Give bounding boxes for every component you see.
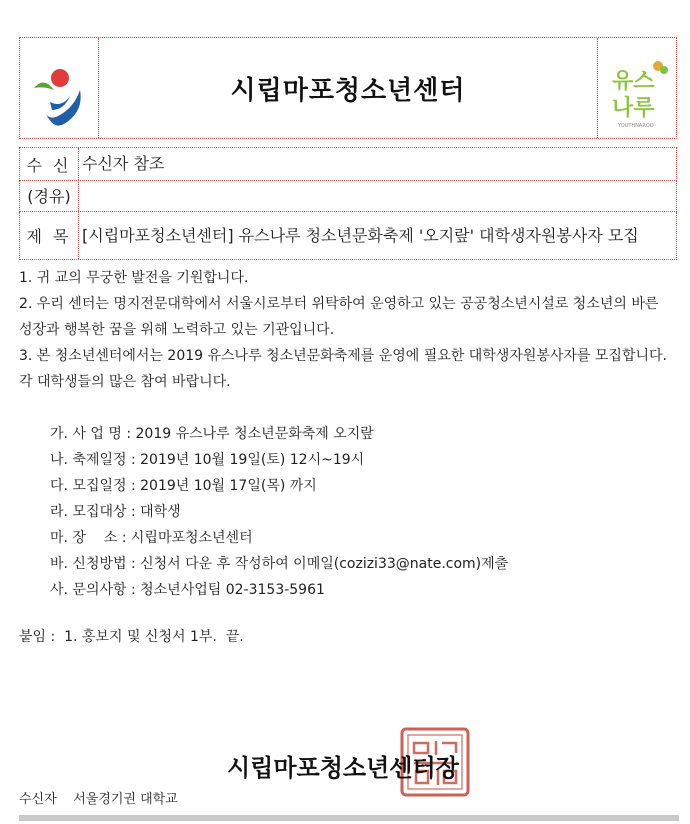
recipient-row bbox=[19, 147, 677, 181]
list-item: 나. 축제일정 : 2019년 10월 19일(토) 12시~19시 bbox=[50, 452, 365, 468]
subject-value: [시립마포청소년센터] 유스나루 청소년문화축제 '오지랖' 대학생자원봉사자 모집 bbox=[82, 225, 639, 245]
via-value bbox=[82, 180, 670, 211]
header-row bbox=[19, 37, 677, 139]
signature-title: 시립마포청소년센터장 bbox=[227, 754, 459, 782]
bottom-divider bbox=[19, 815, 679, 821]
list-item: 사. 문의사항 : 청소년사업팀 02-3153-5961 bbox=[50, 582, 325, 598]
logo-text-top: 유스 bbox=[612, 69, 655, 94]
logo-caption: YOUTHNAROO bbox=[618, 123, 654, 129]
document-title: 시립마포청소년센터 bbox=[230, 75, 466, 106]
seoul-emblem-icon bbox=[20, 38, 98, 138]
subject-label: 제 목 bbox=[20, 212, 79, 259]
document-header-table bbox=[19, 37, 677, 260]
recipient-value: 수신자 참조 bbox=[82, 154, 165, 173]
paragraph-3: 3. 본 청소년센터에서는 2019 유스나루 청소년문화축제를 운영에 필요한 대학생자원봉사자를 모집합니다. 각 대학생들의 많은 참여 바랍니다. bbox=[19, 348, 667, 390]
paragraph-2: 2. 우리 센터는 명지전문대학에서 서울시로부터 위탁하여 운영하고 있는 공공청소년시설로 청소년의 바른 성장과 행복한 꿈을 위해 노력하고 있는 기관입니다. bbox=[19, 296, 659, 338]
via-row bbox=[19, 180, 677, 212]
via-label: (경유) bbox=[20, 180, 79, 211]
list-item: 라. 모집대상 : 대학생 bbox=[50, 504, 181, 520]
paragraph-1: 1. 귀 교의 무궁한 발전을 기원합니다. bbox=[19, 270, 249, 286]
subject-row bbox=[19, 212, 677, 260]
receivers-line: 수신자 서울경기권 대학교 bbox=[19, 792, 178, 807]
logo-text-bottom: 나루 bbox=[612, 96, 655, 121]
list-item: 마. 장 소 : 시립마포청소년센터 bbox=[50, 530, 253, 546]
youthnaroo-logo bbox=[597, 38, 676, 138]
list-item: 다. 모집일정 : 2019년 10월 17일(목) 까지 bbox=[50, 478, 317, 494]
detail-list bbox=[50, 421, 508, 603]
list-item: 바. 신청방법 : 신청서 다운 후 작성하여 이메일(cozizi33@nate.com)제출 bbox=[50, 556, 509, 572]
attachment-line: 붙임 : 1. 홍보지 및 신청서 1부. 끝. bbox=[19, 629, 244, 645]
list-item: 가. 사 업 명 : 2019 유스나루 청소년문화축제 오지랖 bbox=[50, 426, 374, 442]
youthnaroo-logo-graphic bbox=[598, 38, 676, 138]
recipient-label: 수 신 bbox=[20, 148, 79, 180]
seoul-logo bbox=[20, 38, 99, 138]
